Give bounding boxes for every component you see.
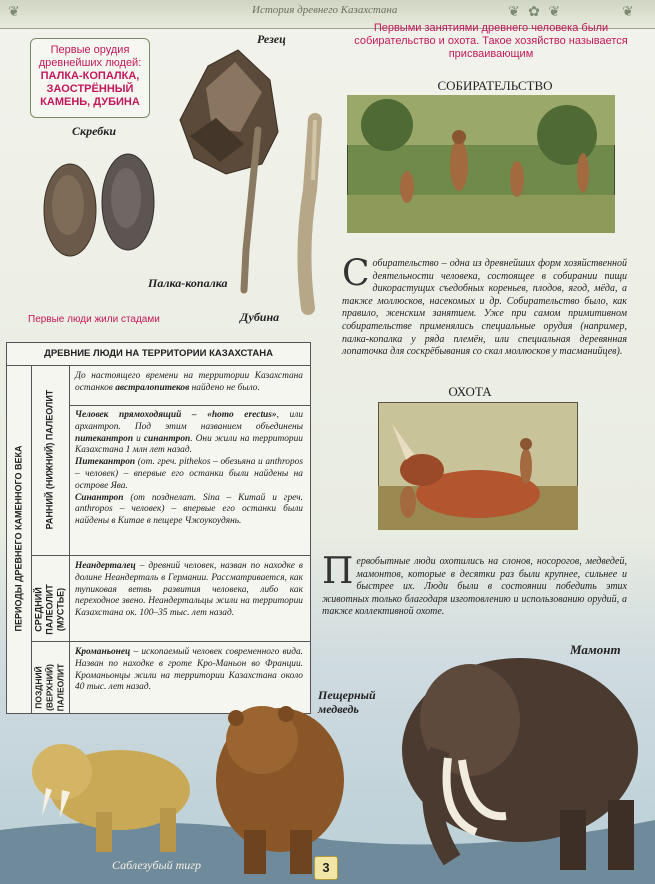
hunting-heading: ОХОТА — [448, 384, 492, 399]
text: найдено не было. — [189, 382, 260, 393]
bold-text: Кроманьонец — [75, 647, 131, 657]
bold-text: Неандерталец — [75, 561, 136, 571]
label-rezets: Резец — [257, 32, 286, 46]
row-separator — [31, 555, 310, 556]
text: (от. греч. pithekos – обезьяна и anthropos – человек) – впервые его останки были найдены на острове Ява. — [75, 457, 303, 491]
gathering-paragraph: обирательство – одна из древнейших форм хозяйственной деятельности человека, состоящее в собирании пищи дикорастущих съедобных кореньев, плодов, ягод, мёда, а также моллюсков, насекомых и др. Собирательство было, как правило, женским занятием. Уже при самом примитивном собирательстве применялись специальные орудия (например, палка-копалка у ряда племён, или специальная деревянная лопаточка для соскрёбывания со скал моллюсков у тасманийцев). — [342, 258, 627, 358]
page-number: 3 — [314, 856, 338, 880]
text: (от позднелат. Sina – Китай и греч. anthropos – человек) – впервые его останки были найдены в Китае в пещере Чжоукоудянь. — [75, 492, 303, 527]
tools-box-line2: ПАЛКА-КОПАЛКА, ЗАОСТРЁННЫЙ КАМЕНЬ, ДУБИНА — [40, 70, 140, 108]
table-title: ДРЕВНИЕ ЛЮДИ НА ТЕРРИТОРИИ КАЗАХСТАНА — [7, 343, 310, 366]
bold-text: синантроп — [143, 433, 191, 444]
ornament-icon: ❦ ✿ ❦ — [508, 4, 563, 20]
label-palka: Палка-копалка — [148, 276, 228, 290]
gathering-dropcap: С — [342, 253, 370, 294]
text: – ископаемый человек современного вида. Назван по находке в гроте Кро-Маньон во Франции. Кроманьонцы жили на территории Казахстана около 40 тыс. лет назад. — [75, 647, 303, 693]
bold-text: австралопитеков — [115, 382, 190, 393]
period-middle: СРЕДНИЙ ПАЛЕОЛИТ (МУСТЬЕ) — [33, 584, 66, 635]
bold-text: Синантроп — [75, 492, 124, 503]
ornament-icon: ❦ — [8, 4, 22, 20]
hunting-image — [378, 402, 578, 530]
label-tiger: Саблезубый тигр — [112, 858, 201, 872]
intro-text: Первыми занятиями древнего человека были собирательство и охота. Такое хозяйство называется присваивающим — [354, 22, 628, 60]
bold-text: Человек прямоходящий – «homo erectus» — [75, 410, 277, 420]
label-skrebki: Скребки — [72, 124, 116, 138]
hunting-text — [322, 551, 627, 619]
text: . Они жили на территории Казахстана 1 млн лет назад. — [75, 433, 303, 456]
cell-early-b — [75, 410, 303, 528]
text: и — [133, 433, 144, 444]
animals-illustration — [0, 640, 655, 884]
label-mammoth: Мамонт — [570, 642, 621, 657]
ornament-icon: ❦ — [622, 4, 636, 20]
table-side-label: ПЕРИОДЫ ДРЕВНЕГО КАМЕННОГО ВЕКА — [13, 445, 24, 632]
text: , или архантроп. Под этим названием объединены — [75, 410, 304, 432]
gathering-heading: СОБИРАТЕЛЬСТВО — [437, 78, 553, 93]
cell-early-a — [75, 371, 303, 395]
period-late: ПОЗДНИЙ (ВЕРХНИЙ) ПАЛЕОЛИТ — [33, 663, 66, 712]
bold-text: питекантроп — [75, 433, 134, 444]
hunting-paragraph: ервобытные люди охотились на слонов, носорогов, медведей, мамонтов, которые в десятки раз были крупнее, сильнее и быстрее их. Люди были в состоянии победить этих животных только благодаря изготовлению и использованию орудий, а также коллективной охоте. — [322, 556, 627, 618]
label-bear: Пещерный медведь — [318, 688, 376, 716]
herds-caption: Первые люди жили стадами — [28, 314, 160, 325]
label-dubina: Дубина — [240, 310, 280, 324]
gathering-text — [342, 253, 627, 359]
text: – древний человек, назван по находке в долине Неандерталь в Германии. Рассматривается, как тупиковая ветвь развития человека, либо как переходное звено. Неандертальцы жили на территории Казахстана ок. 100–35 тыс. лет назад. — [75, 561, 303, 619]
header-title: История древнего Казахстана — [252, 4, 398, 16]
text: До настоящего времени на территории Казахстана останков — [75, 371, 303, 393]
tools-box-line1: Первые орудия древнейших людей: — [38, 44, 142, 69]
gathering-image — [347, 95, 615, 233]
hunting-dropcap: П — [322, 551, 354, 592]
cell-middle — [75, 561, 303, 620]
period-early: РАННИЙ (НИЖНИЙ) ПАЛЕОЛИТ — [44, 389, 55, 530]
row-separator — [69, 405, 310, 406]
bold-text: Питекантроп — [75, 457, 136, 468]
